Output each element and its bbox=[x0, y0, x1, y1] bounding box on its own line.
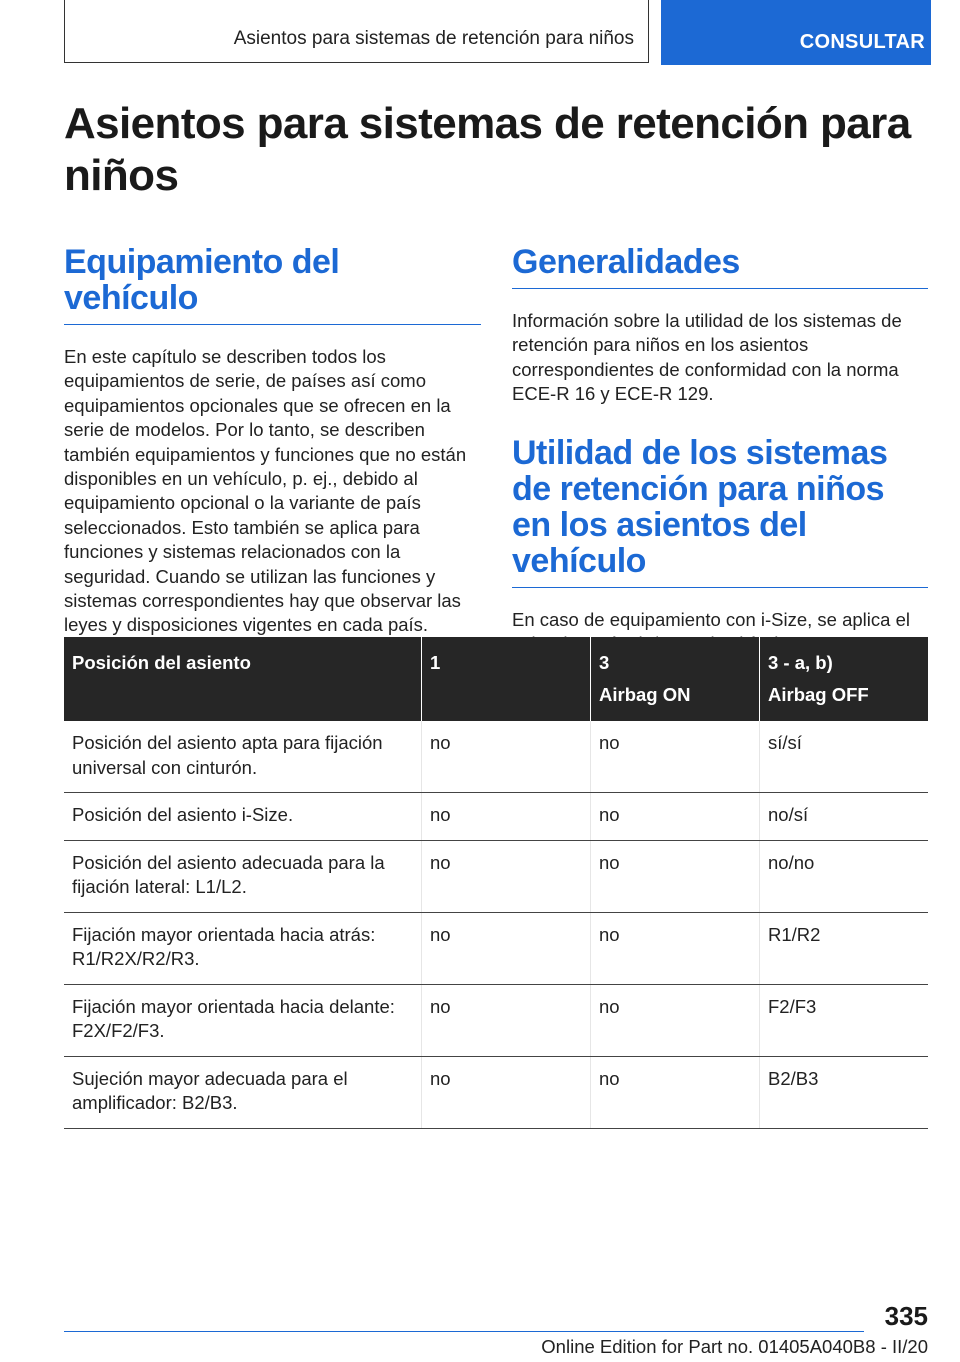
section-heading-equipamiento: Equipamiento del vehículo bbox=[64, 244, 481, 325]
cell-value: no bbox=[422, 984, 591, 1056]
header-subtext: Airbag OFF bbox=[768, 684, 869, 705]
utilidad-paragraph: En caso de equipamiento con i-Size, se aplica el bbox=[512, 608, 910, 630]
table-row bbox=[64, 984, 928, 1056]
table-row bbox=[64, 793, 928, 841]
cell-value: no/no bbox=[760, 840, 929, 912]
cell-value: sí/sí bbox=[760, 721, 929, 793]
cell-value: F2/F3 bbox=[760, 984, 929, 1056]
table-header-row bbox=[64, 637, 928, 721]
table-row bbox=[64, 912, 928, 984]
page-title: Asientos para sistemas de retención para niños bbox=[64, 99, 911, 200]
cell-value: no bbox=[422, 912, 591, 984]
header-cell-3ab bbox=[760, 637, 929, 721]
section-heading-generalidades: Generalidades bbox=[512, 244, 928, 289]
cell-position: Posición del asiento i-Size. bbox=[64, 793, 422, 841]
seat-suitability-table bbox=[64, 637, 928, 1129]
cell-value: no bbox=[422, 721, 591, 793]
cell-value: B2/B3 bbox=[760, 1056, 929, 1128]
cell-position: Posición del asiento apta para fijación universal con cinturón. bbox=[64, 721, 422, 793]
cell-position: Fijación mayor orientada hacia delante: F2X/F2/F3. bbox=[64, 984, 422, 1056]
footer-divider bbox=[64, 1331, 864, 1332]
right-column bbox=[512, 244, 928, 656]
header-text: Posición del asiento bbox=[72, 652, 251, 673]
cell-value: no bbox=[422, 1056, 591, 1128]
tab-consultar[interactable]: CONSULTAR bbox=[661, 0, 931, 65]
cell-value: no bbox=[591, 912, 760, 984]
header-text: 3 - a, b) bbox=[768, 652, 833, 673]
cell-position: Posición del asiento adecuada para la fijación lateral: L1/L2. bbox=[64, 840, 422, 912]
cell-value: no bbox=[591, 1056, 760, 1128]
header-text: 3 bbox=[599, 652, 610, 673]
header-section-title: Asientos para sistemas de retención para niños bbox=[233, 28, 634, 49]
header-subtext: Airbag ON bbox=[599, 684, 691, 705]
equipamiento-paragraph: En este capítulo se describen todos los equipamientos de serie, de países así como equipamientos opcionales que se ofrecen en la serie de modelos. Por lo tanto, se describen también equipamientos y funciones que no están disponibles en un vehículo, p. ej., debido al equipamiento opcional o la variante de país seleccionados. Esto también se aplica para funciones y sistemas relacionados con la seguridad. Cuando se utilizan las funciones y sistemas correspondientes hay que observar las leyes y disposiciones vigentes en cada país. bbox=[64, 346, 467, 636]
cell-value: R1/R2 bbox=[760, 912, 929, 984]
left-column bbox=[64, 244, 481, 638]
cell-value: no bbox=[591, 840, 760, 912]
page-number: 335 bbox=[884, 1301, 928, 1331]
table-row bbox=[64, 721, 928, 793]
table-row bbox=[64, 1056, 928, 1128]
section-heading-utilidad: Utilidad de los sistemas de retención para niños en los asientos del vehículo bbox=[512, 435, 928, 588]
cell-position: Sujeción mayor adecuada para el amplificador: B2/B3. bbox=[64, 1056, 422, 1128]
generalidades-paragraph: Información sobre la utilidad de los sistemas de retención para niños en los asientos correspondientes de conformidad con la norma ECE-R 16 y ECE-R 129. bbox=[512, 310, 902, 405]
header-cell-1 bbox=[422, 637, 591, 721]
cell-position: Fijación mayor orientada hacia atrás: R1/R2X/R2/R3. bbox=[64, 912, 422, 984]
table-row bbox=[64, 840, 928, 912]
footer-edition: Online Edition for Part no. 01405A040B8 - II/20 bbox=[541, 1336, 928, 1357]
cell-value: no/sí bbox=[760, 793, 929, 841]
cell-value: no bbox=[422, 793, 591, 841]
cell-value: no bbox=[422, 840, 591, 912]
cell-value: no bbox=[591, 793, 760, 841]
header-cell-3 bbox=[591, 637, 760, 721]
cell-value: no bbox=[591, 721, 760, 793]
header-text: 1 bbox=[430, 652, 441, 673]
cell-value: no bbox=[591, 984, 760, 1056]
header-cell-posicion bbox=[64, 637, 422, 721]
